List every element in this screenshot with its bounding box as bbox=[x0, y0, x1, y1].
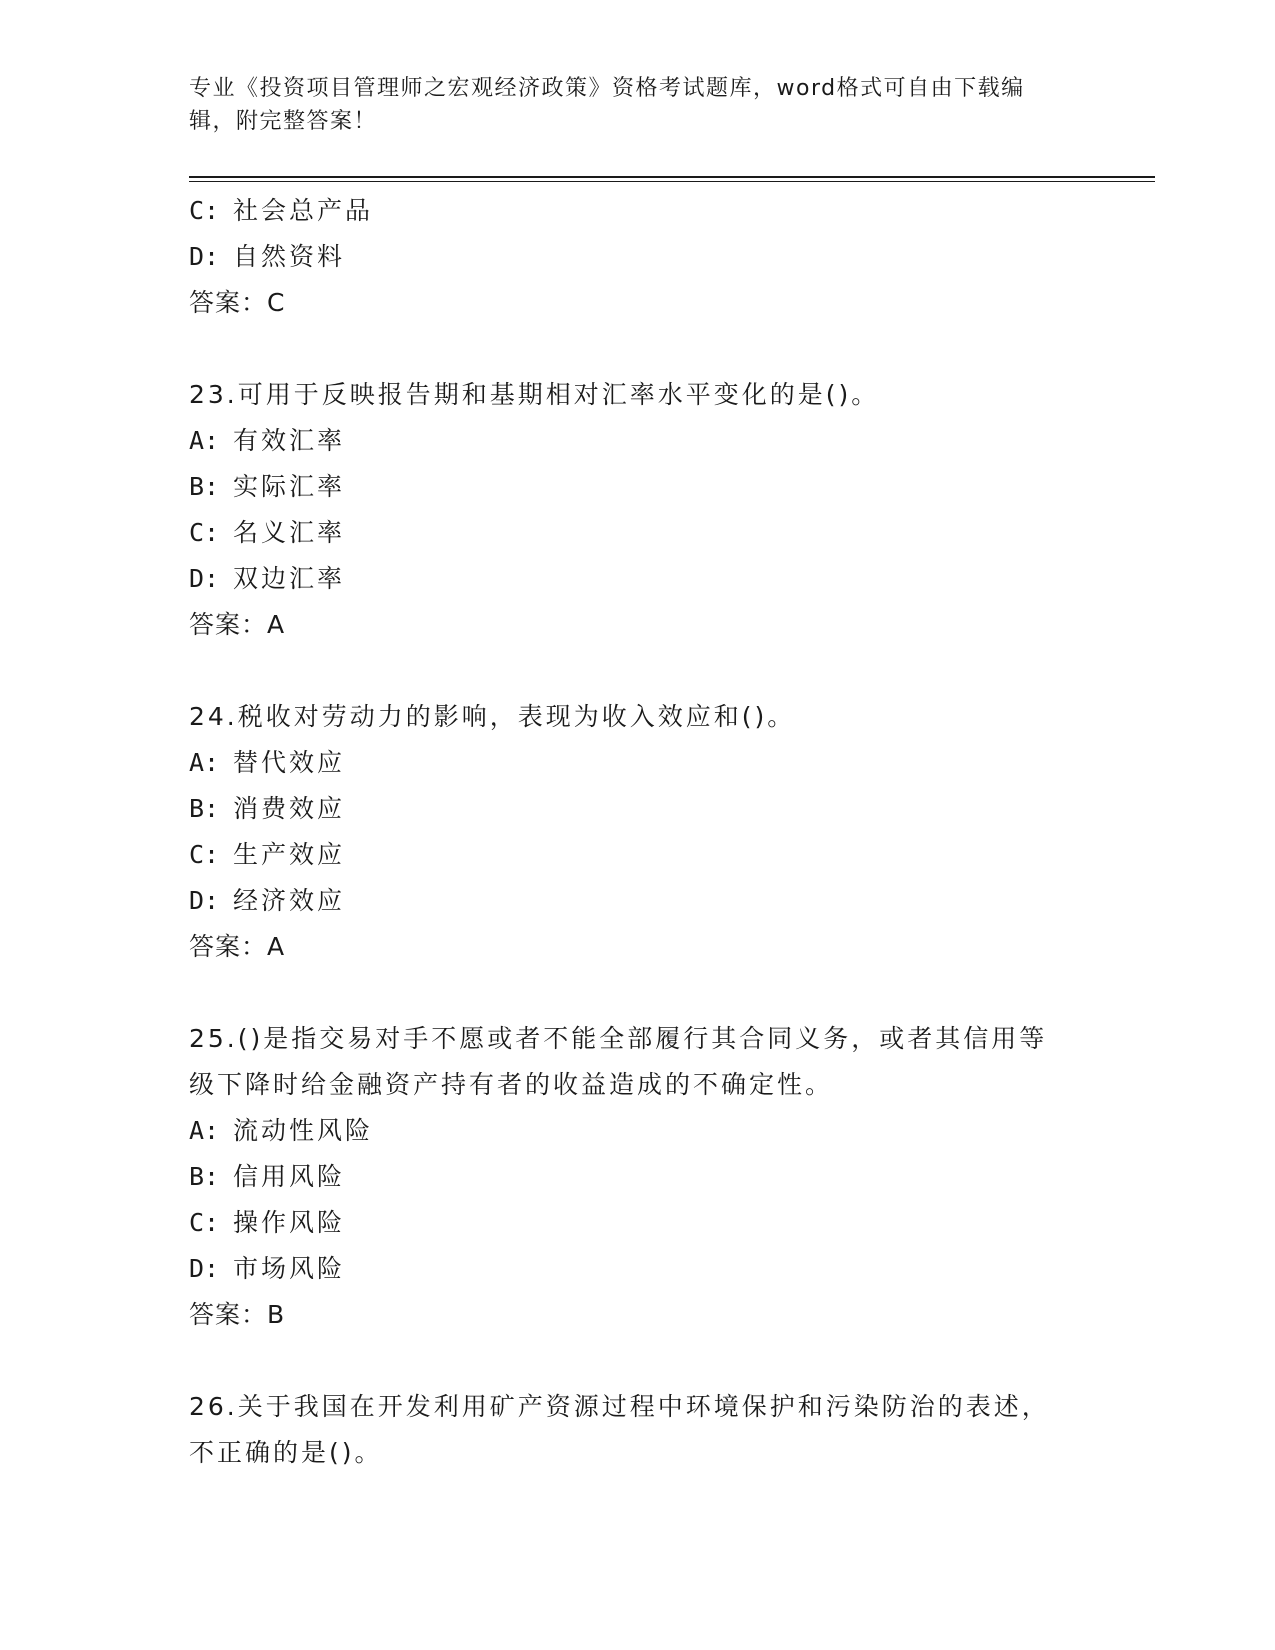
option-text: 信用风险 bbox=[233, 1162, 346, 1191]
option-text: 名义汇率 bbox=[233, 518, 346, 547]
option-text: 市场风险 bbox=[233, 1254, 346, 1283]
option-row bbox=[189, 1200, 1155, 1246]
option-row bbox=[189, 1154, 1155, 1200]
option-letter: C: bbox=[189, 1208, 220, 1237]
option-text: 自然资料 bbox=[233, 242, 346, 271]
answer-line: 答案：B bbox=[189, 1300, 286, 1329]
option-text: 操作风险 bbox=[233, 1208, 346, 1237]
option-text: 双边汇率 bbox=[233, 564, 346, 593]
option-row bbox=[189, 1246, 1155, 1292]
option-row bbox=[189, 464, 1155, 510]
option-letter: C: bbox=[189, 840, 220, 869]
option-letter: A: bbox=[189, 1116, 220, 1145]
option-row bbox=[189, 740, 1155, 786]
option-text: 生产效应 bbox=[233, 840, 346, 869]
option-row bbox=[189, 878, 1155, 924]
question-25 bbox=[189, 1016, 1155, 1338]
option-letter: A: bbox=[189, 748, 220, 777]
option-row bbox=[189, 234, 1155, 280]
option-text: 替代效应 bbox=[233, 748, 346, 777]
option-letter: B: bbox=[189, 794, 220, 823]
header-rule-bottom bbox=[189, 181, 1155, 182]
header-rule-top bbox=[189, 176, 1155, 178]
option-letter: D: bbox=[189, 1254, 220, 1283]
option-row bbox=[189, 786, 1155, 832]
option-letter: D: bbox=[189, 886, 220, 915]
question-stem: 24.税收对劳动力的影响，表现为收入效应和()。 bbox=[189, 702, 796, 731]
answer-line: 答案：A bbox=[189, 610, 286, 639]
option-row bbox=[189, 188, 1155, 234]
option-text: 消费效应 bbox=[233, 794, 346, 823]
option-text: 经济效应 bbox=[233, 886, 346, 915]
header-line-1: 专业《投资项目管理师之宏观经济政策》资格考试题库，word格式可自由下载编 bbox=[189, 76, 1025, 101]
answer-line: 答案：A bbox=[189, 932, 286, 961]
answer-line: 答案：C bbox=[189, 288, 286, 317]
option-letter: C: bbox=[189, 518, 220, 547]
question-23 bbox=[189, 372, 1155, 648]
option-text: 流动性风险 bbox=[233, 1116, 374, 1145]
question-stem-continued: 级下降时给金融资产持有者的收益造成的不确定性。 bbox=[189, 1070, 834, 1099]
option-letter: B: bbox=[189, 472, 220, 501]
option-row bbox=[189, 1108, 1155, 1154]
question-24 bbox=[189, 694, 1155, 970]
option-text: 有效汇率 bbox=[233, 426, 346, 455]
option-letter: C: bbox=[189, 196, 220, 225]
question-26 bbox=[189, 1384, 1155, 1476]
question-stem-continued: 不正确的是()。 bbox=[189, 1438, 383, 1467]
partial-question bbox=[189, 188, 1155, 326]
option-text: 实际汇率 bbox=[233, 472, 346, 501]
option-letter: B: bbox=[189, 1162, 220, 1191]
question-list bbox=[189, 188, 1155, 1476]
option-row bbox=[189, 418, 1155, 464]
option-text: 社会总产品 bbox=[233, 196, 374, 225]
option-row bbox=[189, 556, 1155, 602]
option-row bbox=[189, 510, 1155, 556]
document-header bbox=[189, 72, 1089, 138]
option-letter: D: bbox=[189, 242, 220, 271]
option-letter: A: bbox=[189, 426, 220, 455]
question-stem: 25.()是指交易对手不愿或者不能全部履行其合同义务，或者其信用等 bbox=[189, 1024, 1048, 1053]
option-letter: D: bbox=[189, 564, 220, 593]
question-stem: 26.关于我国在开发利用矿产资源过程中环境保护和污染防治的表述， bbox=[189, 1392, 1050, 1421]
option-row bbox=[189, 832, 1155, 878]
question-stem: 23.可用于反映报告期和基期相对汇率水平变化的是()。 bbox=[189, 380, 880, 409]
header-line-2: 辑，附完整答案！ bbox=[189, 109, 378, 134]
